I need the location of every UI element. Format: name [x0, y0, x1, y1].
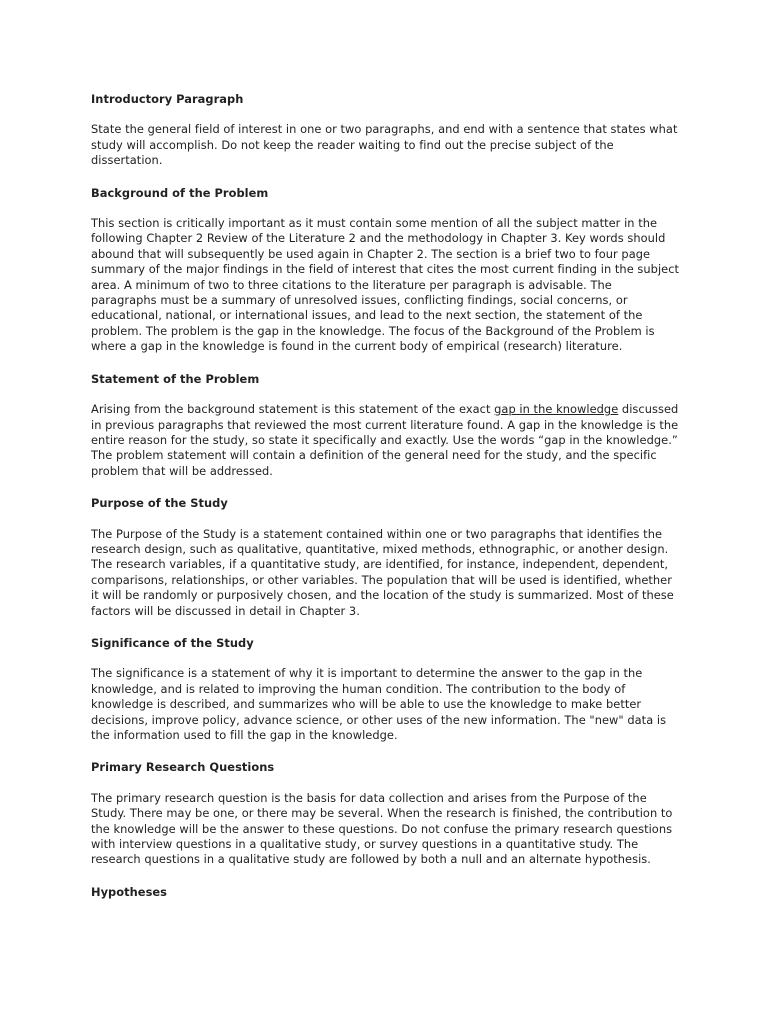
- heading-background-of-the-problem: Background of the Problem: [91, 185, 269, 200]
- heading-purpose-of-the-study: Purpose of the Study: [91, 496, 228, 511]
- heading-significance-of-the-study: Significance of the Study: [91, 635, 254, 650]
- document-body: [91, 92, 681, 915]
- paragraph-significance: The significance is a statement of why it is important to determine the answer to the gap in the knowledge, and is related to improving the human condition. The contribution to the body of knowledge is described, and summarizes who will be able to use the knowledge to make better decisions, improve policy, advance science, or other uses of the new information. The "new" data is the information used to fill the gap in the knowledge.: [91, 666, 667, 742]
- heading-primary-research-questions: Primary Research Questions: [91, 760, 275, 775]
- paragraph-primary-research-questions: The primary research question is the basis for data collection and arises from the Purpose of the Study. There may be one, or there may be several. When the research is finished, the contribution to the knowledge will be the answer to these questions. Do not confuse the primary research questions with interview questions in a qualitative study, or survey questions in a quantitative study. The research questions in a qualitative study are followed by both a null and an alternate hypothesis.: [91, 790, 673, 867]
- heading-statement-of-the-problem: Statement of the Problem: [91, 371, 260, 386]
- gap-in-knowledge-link[interactable]: gap in the knowledge: [494, 402, 619, 417]
- paragraph-purpose: The Purpose of the Study is a statement contained within one or two paragraphs that identifies the research design, such as qualitative, quantitative, mixed methods, ethnographic, or another design. The research variables, if a quantitative study, are identified, for instance, independent, dependent, comparisons, relationships, or other variables. The population that will be used is identified, whether it will be randomly or purposively chosen, and the location of the study is summarized. Most of these factors will be discussed in detail in Chapter 3.: [91, 526, 674, 618]
- heading-introductory-paragraph: Introductory Paragraph: [91, 92, 244, 106]
- paragraph-background: This section is critically important as it must contain some mention of all the subject matter in the following Chapter 2 Review of the Literature 2 and the methodology in Chapter 3. Key words should abound that will subsequently be used again in Chapter 2. The section is a brief two to four page summary of the major findings in the field of interest that cites the most current finding in the subject area. A minimum of two to three citations to the literature per paragraph is advisable. The paragraphs must be a summary of unresolved issues, conflicting findings, social concerns, or educational, national, or international issues, and lead to the next section, the statement of the problem. The problem is the gap in the knowledge. The focus of the Background of the Problem is where a gap in the knowledge is found in the current body of empirical (research) literature.: [91, 216, 680, 354]
- statement-text-after-link: discussed in previous paragraphs that reviewed the most current literature found. A gap in the knowledge is the entire reason for the study, so state it specifically and exactly. Use the words “gap in the knowledge.” The problem statement will contain a definition of the general need for the study, and the specific problem that will be addressed.: [91, 402, 679, 478]
- paragraph-introductory: State the general field of interest in one or two paragraphs, and end with a sentence that states what study will accomplish. Do not keep the reader waiting to find out the precise subject of the dissertation.: [91, 122, 678, 168]
- statement-text-before-link: Arising from the background statement is this statement of the exact: [91, 402, 495, 417]
- heading-hypotheses: Hypotheses: [91, 884, 168, 899]
- paragraph-statement-of-the-problem: [91, 402, 681, 479]
